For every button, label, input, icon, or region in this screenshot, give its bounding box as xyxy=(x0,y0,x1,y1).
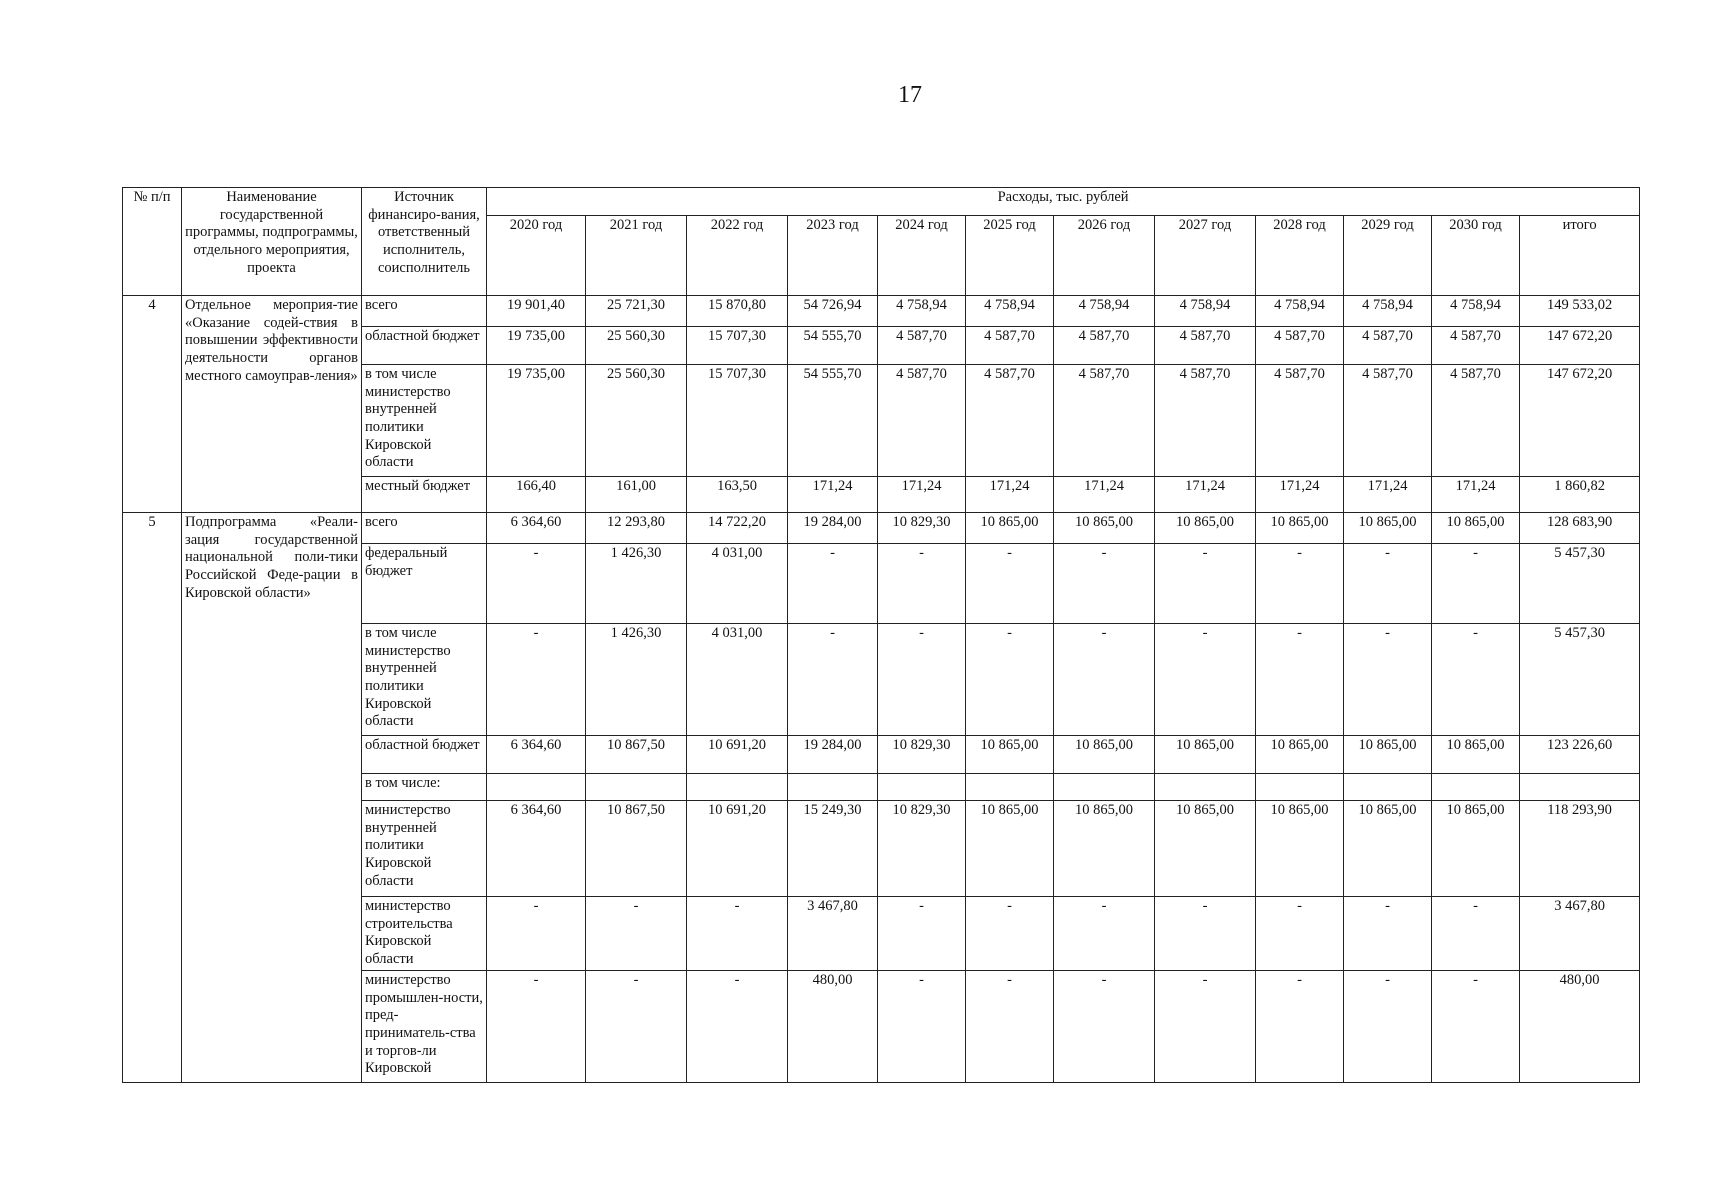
table-body xyxy=(123,296,1640,1083)
value-cell: 10 865,00 xyxy=(1054,736,1155,774)
value-cell: 10 865,00 xyxy=(1344,736,1432,774)
value-cell: 25 560,30 xyxy=(586,327,687,365)
page-number: 17 xyxy=(898,82,922,108)
value-cell: 6 364,60 xyxy=(487,513,586,544)
value-cell xyxy=(487,774,586,801)
value-cell: 19 284,00 xyxy=(788,736,878,774)
value-cell: - xyxy=(1256,971,1344,1083)
value-cell: - xyxy=(878,624,966,736)
value-cell: 4 758,94 xyxy=(1344,296,1432,327)
value-cell: 4 587,70 xyxy=(1155,327,1256,365)
value-cell: 171,24 xyxy=(1054,477,1155,513)
value-cell: 15 707,30 xyxy=(687,327,788,365)
header-year: 2028 год xyxy=(1256,216,1344,296)
value-cell: 10 691,20 xyxy=(687,736,788,774)
total-cell: 149 533,02 xyxy=(1520,296,1640,327)
value-cell: - xyxy=(487,971,586,1083)
value-cell: 4 587,70 xyxy=(1256,327,1344,365)
value-cell: 171,24 xyxy=(1344,477,1432,513)
value-cell: 4 587,70 xyxy=(1155,365,1256,477)
value-cell: 171,24 xyxy=(1256,477,1344,513)
value-cell: - xyxy=(966,624,1054,736)
value-cell: 480,00 xyxy=(788,971,878,1083)
header-year: 2026 год xyxy=(1054,216,1155,296)
value-cell: 4 587,70 xyxy=(878,365,966,477)
value-cell: - xyxy=(966,971,1054,1083)
funding-source: министерство промышлен-ности, пред-приниматель-ства и торгов-ли Кировской xyxy=(362,971,487,1083)
value-cell: 10 865,00 xyxy=(1432,801,1520,897)
value-cell: 10 865,00 xyxy=(1054,801,1155,897)
value-cell: 4 587,70 xyxy=(1432,327,1520,365)
value-cell: 10 865,00 xyxy=(966,513,1054,544)
value-cell: - xyxy=(586,971,687,1083)
value-cell: - xyxy=(878,971,966,1083)
value-cell: 4 587,70 xyxy=(1344,327,1432,365)
header-name: Наименование государственной программы, подпрограммы, отдельного мероприятия, проекта xyxy=(182,188,362,296)
value-cell xyxy=(1054,774,1155,801)
value-cell: 10 865,00 xyxy=(1155,736,1256,774)
value-cell: - xyxy=(788,624,878,736)
header-source: Источник финансиро-вания, ответственный исполнитель, соисполнитель xyxy=(362,188,487,296)
value-cell xyxy=(966,774,1054,801)
value-cell: 10 865,00 xyxy=(1155,513,1256,544)
value-cell: 15 249,30 xyxy=(788,801,878,897)
value-cell: 4 758,94 xyxy=(1256,296,1344,327)
value-cell: - xyxy=(1155,971,1256,1083)
value-cell: - xyxy=(1256,624,1344,736)
value-cell: 10 691,20 xyxy=(687,801,788,897)
value-cell: 4 758,94 xyxy=(1054,296,1155,327)
value-cell: - xyxy=(1054,971,1155,1083)
value-cell: 171,24 xyxy=(1155,477,1256,513)
value-cell: 171,24 xyxy=(878,477,966,513)
value-cell: 14 722,20 xyxy=(687,513,788,544)
value-cell: 54 555,70 xyxy=(788,365,878,477)
table-row xyxy=(123,296,1640,327)
funding-source: областной бюджет xyxy=(362,736,487,774)
total-cell: 147 672,20 xyxy=(1520,327,1640,365)
value-cell: 6 364,60 xyxy=(487,801,586,897)
value-cell: 4 587,70 xyxy=(1054,327,1155,365)
value-cell: - xyxy=(1054,624,1155,736)
value-cell: - xyxy=(1432,624,1520,736)
value-cell: 171,24 xyxy=(1432,477,1520,513)
value-cell: 10 865,00 xyxy=(966,736,1054,774)
value-cell: 54 555,70 xyxy=(788,327,878,365)
funding-source: в том числе: xyxy=(362,774,487,801)
row-number: 4 xyxy=(123,296,182,513)
value-cell: 4 758,94 xyxy=(966,296,1054,327)
header-year: 2022 год xyxy=(687,216,788,296)
value-cell xyxy=(1344,774,1432,801)
value-cell: 10 865,00 xyxy=(1344,513,1432,544)
header-year: итого xyxy=(1520,216,1640,296)
total-cell: 123 226,60 xyxy=(1520,736,1640,774)
value-cell: 19 735,00 xyxy=(487,365,586,477)
value-cell: - xyxy=(487,897,586,971)
value-cell: - xyxy=(1155,897,1256,971)
value-cell: 10 865,00 xyxy=(1432,513,1520,544)
header-year: 2029 год xyxy=(1344,216,1432,296)
value-cell xyxy=(1256,774,1344,801)
value-cell: - xyxy=(1344,971,1432,1083)
total-cell: 128 683,90 xyxy=(1520,513,1640,544)
header-year: 2023 год xyxy=(788,216,878,296)
total-cell: 5 457,30 xyxy=(1520,544,1640,624)
value-cell: - xyxy=(487,544,586,624)
value-cell: - xyxy=(687,897,788,971)
value-cell: 19 901,40 xyxy=(487,296,586,327)
value-cell: 4 031,00 xyxy=(687,624,788,736)
header-year: 2025 год xyxy=(966,216,1054,296)
value-cell: 4 587,70 xyxy=(1344,365,1432,477)
value-cell: 4 758,94 xyxy=(878,296,966,327)
funding-source: министерство строительства Кировской области xyxy=(362,897,487,971)
budget-table xyxy=(122,187,1640,1083)
value-cell: 10 865,00 xyxy=(1344,801,1432,897)
value-cell: 4 758,94 xyxy=(1432,296,1520,327)
funding-source: всего xyxy=(362,513,487,544)
value-cell xyxy=(586,774,687,801)
value-cell: 4 031,00 xyxy=(687,544,788,624)
funding-source: всего xyxy=(362,296,487,327)
value-cell: - xyxy=(1432,544,1520,624)
value-cell: 171,24 xyxy=(788,477,878,513)
program-name: Отдельное мероприя-тие «Оказание содей-ствия в повышении эффективности деятельности органов местного самоуправ-ления» xyxy=(182,296,362,513)
value-cell: 10 867,50 xyxy=(586,801,687,897)
header-year: 2024 год xyxy=(878,216,966,296)
value-cell: 15 870,80 xyxy=(687,296,788,327)
value-cell: 166,40 xyxy=(487,477,586,513)
value-cell: 4 587,70 xyxy=(1054,365,1155,477)
value-cell: 1 426,30 xyxy=(586,624,687,736)
total-cell xyxy=(1520,774,1640,801)
total-cell: 480,00 xyxy=(1520,971,1640,1083)
value-cell: - xyxy=(1344,897,1432,971)
row-number: 5 xyxy=(123,513,182,1083)
value-cell: 10 865,00 xyxy=(1054,513,1155,544)
value-cell: 19 284,00 xyxy=(788,513,878,544)
total-cell: 1 860,82 xyxy=(1520,477,1640,513)
funding-source: областной бюджет xyxy=(362,327,487,365)
value-cell: 10 865,00 xyxy=(1432,736,1520,774)
value-cell: 4 758,94 xyxy=(1155,296,1256,327)
value-cell: 10 865,00 xyxy=(1256,736,1344,774)
value-cell: - xyxy=(1054,544,1155,624)
value-cell: 163,50 xyxy=(687,477,788,513)
value-cell: - xyxy=(788,544,878,624)
value-cell: - xyxy=(878,544,966,624)
table-row xyxy=(123,513,1640,544)
value-cell xyxy=(878,774,966,801)
value-cell: 10 867,50 xyxy=(586,736,687,774)
value-cell: 10 829,30 xyxy=(878,736,966,774)
value-cell: - xyxy=(1155,544,1256,624)
header-year: 2030 год xyxy=(1432,216,1520,296)
value-cell: 171,24 xyxy=(966,477,1054,513)
value-cell: 4 587,70 xyxy=(966,327,1054,365)
total-cell: 5 457,30 xyxy=(1520,624,1640,736)
value-cell: 10 829,30 xyxy=(878,513,966,544)
total-cell: 3 467,80 xyxy=(1520,897,1640,971)
value-cell: - xyxy=(1432,971,1520,1083)
total-cell: 118 293,90 xyxy=(1520,801,1640,897)
value-cell: 3 467,80 xyxy=(788,897,878,971)
value-cell: 4 587,70 xyxy=(878,327,966,365)
value-cell: 10 865,00 xyxy=(966,801,1054,897)
value-cell xyxy=(687,774,788,801)
value-cell: - xyxy=(1155,624,1256,736)
value-cell: - xyxy=(1344,624,1432,736)
value-cell: 4 587,70 xyxy=(1256,365,1344,477)
value-cell: - xyxy=(1054,897,1155,971)
header-year: 2027 год xyxy=(1155,216,1256,296)
value-cell: - xyxy=(1256,897,1344,971)
value-cell: 19 735,00 xyxy=(487,327,586,365)
value-cell xyxy=(1432,774,1520,801)
value-cell: 10 829,30 xyxy=(878,801,966,897)
funding-source: министерство внутренней политики Кировской области xyxy=(362,801,487,897)
value-cell: - xyxy=(878,897,966,971)
value-cell: - xyxy=(687,971,788,1083)
value-cell: - xyxy=(966,897,1054,971)
value-cell: 25 560,30 xyxy=(586,365,687,477)
program-name: Подпрограмма «Реали-зация государственной национальной поли-тики Российской Феде-рации в Кировской области» xyxy=(182,513,362,1083)
value-cell: 6 364,60 xyxy=(487,736,586,774)
value-cell: 12 293,80 xyxy=(586,513,687,544)
value-cell xyxy=(788,774,878,801)
funding-source: в том числе министерство внутренней политики Кировской области xyxy=(362,624,487,736)
value-cell: 10 865,00 xyxy=(1256,801,1344,897)
value-cell: 10 865,00 xyxy=(1256,513,1344,544)
value-cell: 1 426,30 xyxy=(586,544,687,624)
header-expenses: Расходы, тыс. рублей xyxy=(487,188,1640,216)
value-cell: 25 721,30 xyxy=(586,296,687,327)
value-cell: 161,00 xyxy=(586,477,687,513)
value-cell: - xyxy=(487,624,586,736)
value-cell: - xyxy=(586,897,687,971)
value-cell: 54 726,94 xyxy=(788,296,878,327)
value-cell: 4 587,70 xyxy=(966,365,1054,477)
value-cell xyxy=(1155,774,1256,801)
value-cell: 15 707,30 xyxy=(687,365,788,477)
value-cell: 4 587,70 xyxy=(1432,365,1520,477)
funding-source: местный бюджет xyxy=(362,477,487,513)
value-cell: - xyxy=(1256,544,1344,624)
header-year: 2021 год xyxy=(586,216,687,296)
value-cell: - xyxy=(1344,544,1432,624)
total-cell: 147 672,20 xyxy=(1520,365,1640,477)
value-cell: - xyxy=(1432,897,1520,971)
value-cell: - xyxy=(966,544,1054,624)
header-year: 2020 год xyxy=(487,216,586,296)
value-cell: 10 865,00 xyxy=(1155,801,1256,897)
header-num: № п/п xyxy=(123,188,182,296)
funding-source: в том числе министерство внутренней политики Кировской области xyxy=(362,365,487,477)
funding-source: федеральный бюджет xyxy=(362,544,487,624)
